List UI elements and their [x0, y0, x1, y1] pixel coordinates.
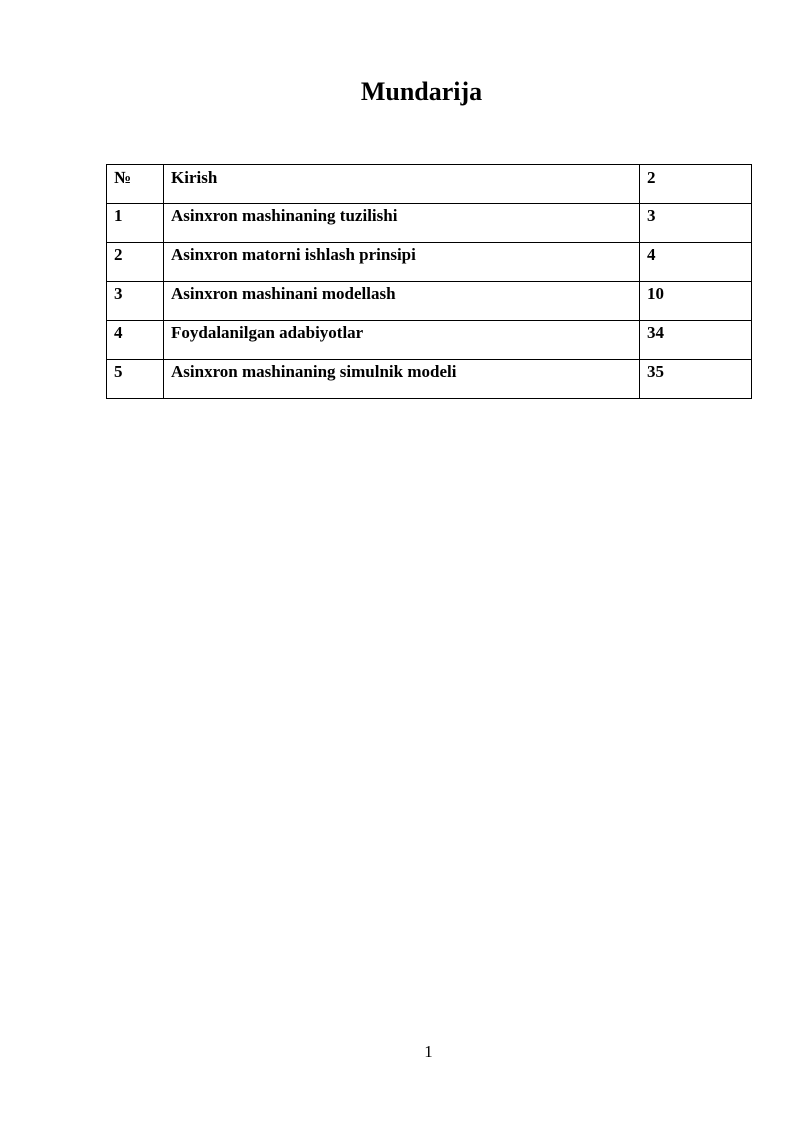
toc-title: Kirish — [164, 165, 640, 204]
toc-number: № — [107, 165, 164, 204]
toc-number: 1 — [107, 204, 164, 243]
toc-page: 35 — [640, 360, 752, 399]
table-row — [107, 321, 752, 360]
toc-title: Asinxron mashinaning simulnik modeli — [164, 360, 640, 399]
toc-title: Foydalanilgan adabiyotlar — [164, 321, 640, 360]
toc-title: Asinxron matorni ishlash prinsipi — [164, 243, 640, 282]
table-row — [107, 282, 752, 321]
table-row — [107, 360, 752, 399]
toc-number: 5 — [107, 360, 164, 399]
toc-page: 10 — [640, 282, 752, 321]
table-row — [107, 204, 752, 243]
table-row — [107, 165, 752, 204]
page-title: Mundarija — [360, 77, 483, 106]
toc-title: Asinxron mashinani modellash — [164, 282, 640, 321]
toc-number: 2 — [107, 243, 164, 282]
toc-page: 3 — [640, 204, 752, 243]
table-of-contents — [106, 164, 752, 399]
toc-number: 4 — [107, 321, 164, 360]
table-row — [107, 243, 752, 282]
toc-number: 3 — [107, 282, 164, 321]
toc-page: 4 — [640, 243, 752, 282]
toc-page: 34 — [640, 321, 752, 360]
page-number: 1 — [424, 1042, 433, 1061]
toc-page: 2 — [640, 165, 752, 204]
toc-title: Asinxron mashinaning tuzilishi — [164, 204, 640, 243]
